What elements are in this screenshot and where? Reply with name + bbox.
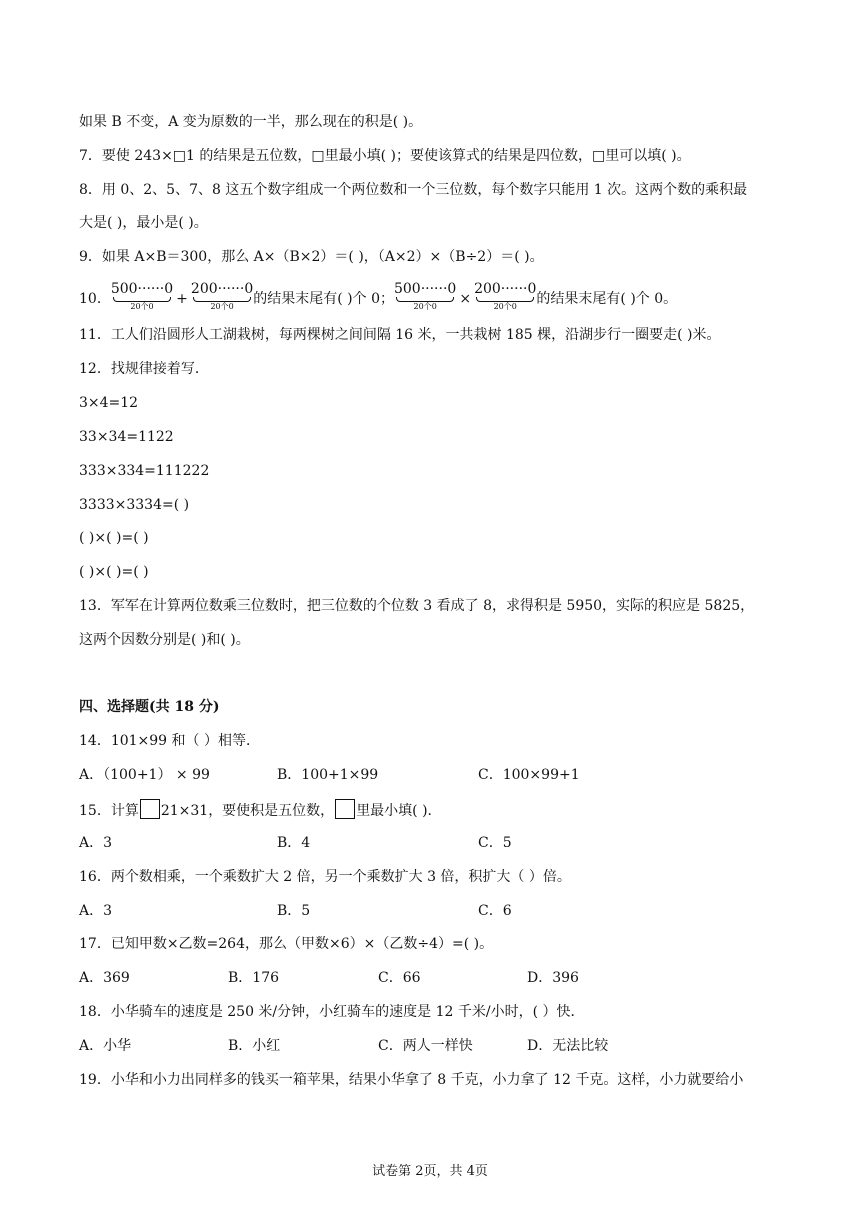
question-16: 16．两个数相乘，一个乘数扩大 2 倍，另一个乘数扩大 3 倍，积扩大（ ）倍。 [79, 869, 571, 885]
q15-blank-box-1 [140, 799, 160, 819]
q17-option-d: D．396 [527, 970, 579, 986]
q12-pattern-2: 33×34=1122 [79, 429, 174, 445]
q12-pattern-1: 3×4=12 [79, 395, 139, 411]
q18-option-a: A．小华 [79, 1038, 132, 1054]
question-10 [79, 282, 677, 311]
question-13-line-1: 13．军军在计算两位数乘三位数时，把三位数的个位数 3 看成了 8，求得积是 5950，实际的积应是 5825， [79, 598, 755, 614]
q10-brace-200-a: 200······0 20个0 [190, 281, 254, 311]
q16-option-c: C．6 [478, 903, 512, 919]
q10-end-text: 的结果末尾有( )个 0。 [536, 291, 678, 307]
question-7: 7．要使 243×□1 的结果是五位数，□里最小填( )；要使该算式的结果是四位数，□里可以填( )。 [79, 148, 691, 164]
q15-option-a: A．3 [79, 835, 113, 851]
q10-mid-text: 的结果末尾有( )个 0； [253, 291, 394, 307]
question-14: 14．101×99 和（ ）相等． [79, 733, 260, 749]
q15-suffix: 里最小填( )． [356, 803, 442, 819]
q18-option-b: B．小红 [228, 1038, 281, 1054]
question-17: 17．已知甲数×乙数=264，那么（甲数×6）×（乙数÷4）=( )。 [79, 936, 494, 952]
question-12: 12．找规律接着写． [79, 361, 209, 377]
q16-option-a: A．3 [79, 903, 113, 919]
question-9: 9．如果 A×B＝300，那么 A×（B×2）＝( )，（A×2）×（B÷2）＝( )。 [79, 249, 544, 265]
q18-option-c: C．两人一样快 [378, 1038, 473, 1054]
q6-continuation: 如果 B 不变，A 变为原数的一半，那么现在的积是( )。 [79, 114, 423, 130]
question-13-line-2: 这两个因数分别是( )和( )。 [79, 632, 250, 648]
q12-pattern-6: ( )×( )=( ) [79, 564, 149, 580]
q17-option-c: C．66 [378, 970, 421, 986]
q18-option-d: D．无法比较 [527, 1038, 609, 1054]
q17-option-a: A．369 [79, 970, 130, 986]
q16-option-b: B．5 [277, 903, 311, 919]
q10-times: × [459, 291, 472, 307]
q12-pattern-3: 333×334=111222 [79, 463, 210, 479]
question-8-line-2: 大是( )，最小是( )。 [79, 215, 208, 231]
q15-option-c: C．5 [478, 835, 512, 851]
q14-option-c: C．100×99+1 [478, 767, 580, 783]
q15-option-b: B．4 [277, 835, 311, 851]
q17-option-b: B．176 [228, 970, 280, 986]
q14-option-b: B．100+1×99 [277, 767, 379, 783]
q15-prefix: 15．计算 [79, 803, 139, 819]
question-18: 18．小华骑车的速度是 250 米/分钟，小红骑车的速度是 12 千米/小时，( ）快． [79, 1004, 585, 1020]
q12-pattern-4: 3333×3334=( ) [79, 497, 190, 513]
q12-pattern-5: ( )×( )=( ) [79, 530, 149, 546]
page-footer: 试卷第 2页，共 4页 [372, 1164, 488, 1179]
question-15 [79, 799, 442, 821]
q10-brace-500-a: 500······0 20个0 [110, 281, 174, 311]
q15-blank-box-2 [335, 799, 355, 819]
q10-brace-200-b: 200······0 20个0 [474, 281, 537, 311]
question-19: 19．小华和小力出同样多的钱买一箱苹果，结果小华拿了 8 千克，小力拿了 12 千克。这样，小力就要给小 [79, 1072, 744, 1088]
question-11: 11．工人们沿圆形人工湖栽树，每两棵树之间间隔 16 米，一共栽树 185 棵，沿湖步行一圈要走( )米。 [79, 327, 721, 343]
section-4-heading: 四、选择题(共 18 分) [79, 699, 220, 715]
q15-mid: 21×31，要使积是五位数， [160, 803, 335, 819]
q10-plus: + [176, 291, 188, 307]
q14-option-a: A．（100+1） × 99 [79, 767, 210, 783]
q10-number: 10． [79, 291, 111, 307]
q10-brace-500-b: 500······0 20个0 [393, 281, 457, 311]
question-8-line-1: 8．用 0、2、5、7、8 这五个数字组成一个两位数和一个三位数，每个数字只能用 1 次。这两个数的乘积最 [79, 182, 748, 198]
